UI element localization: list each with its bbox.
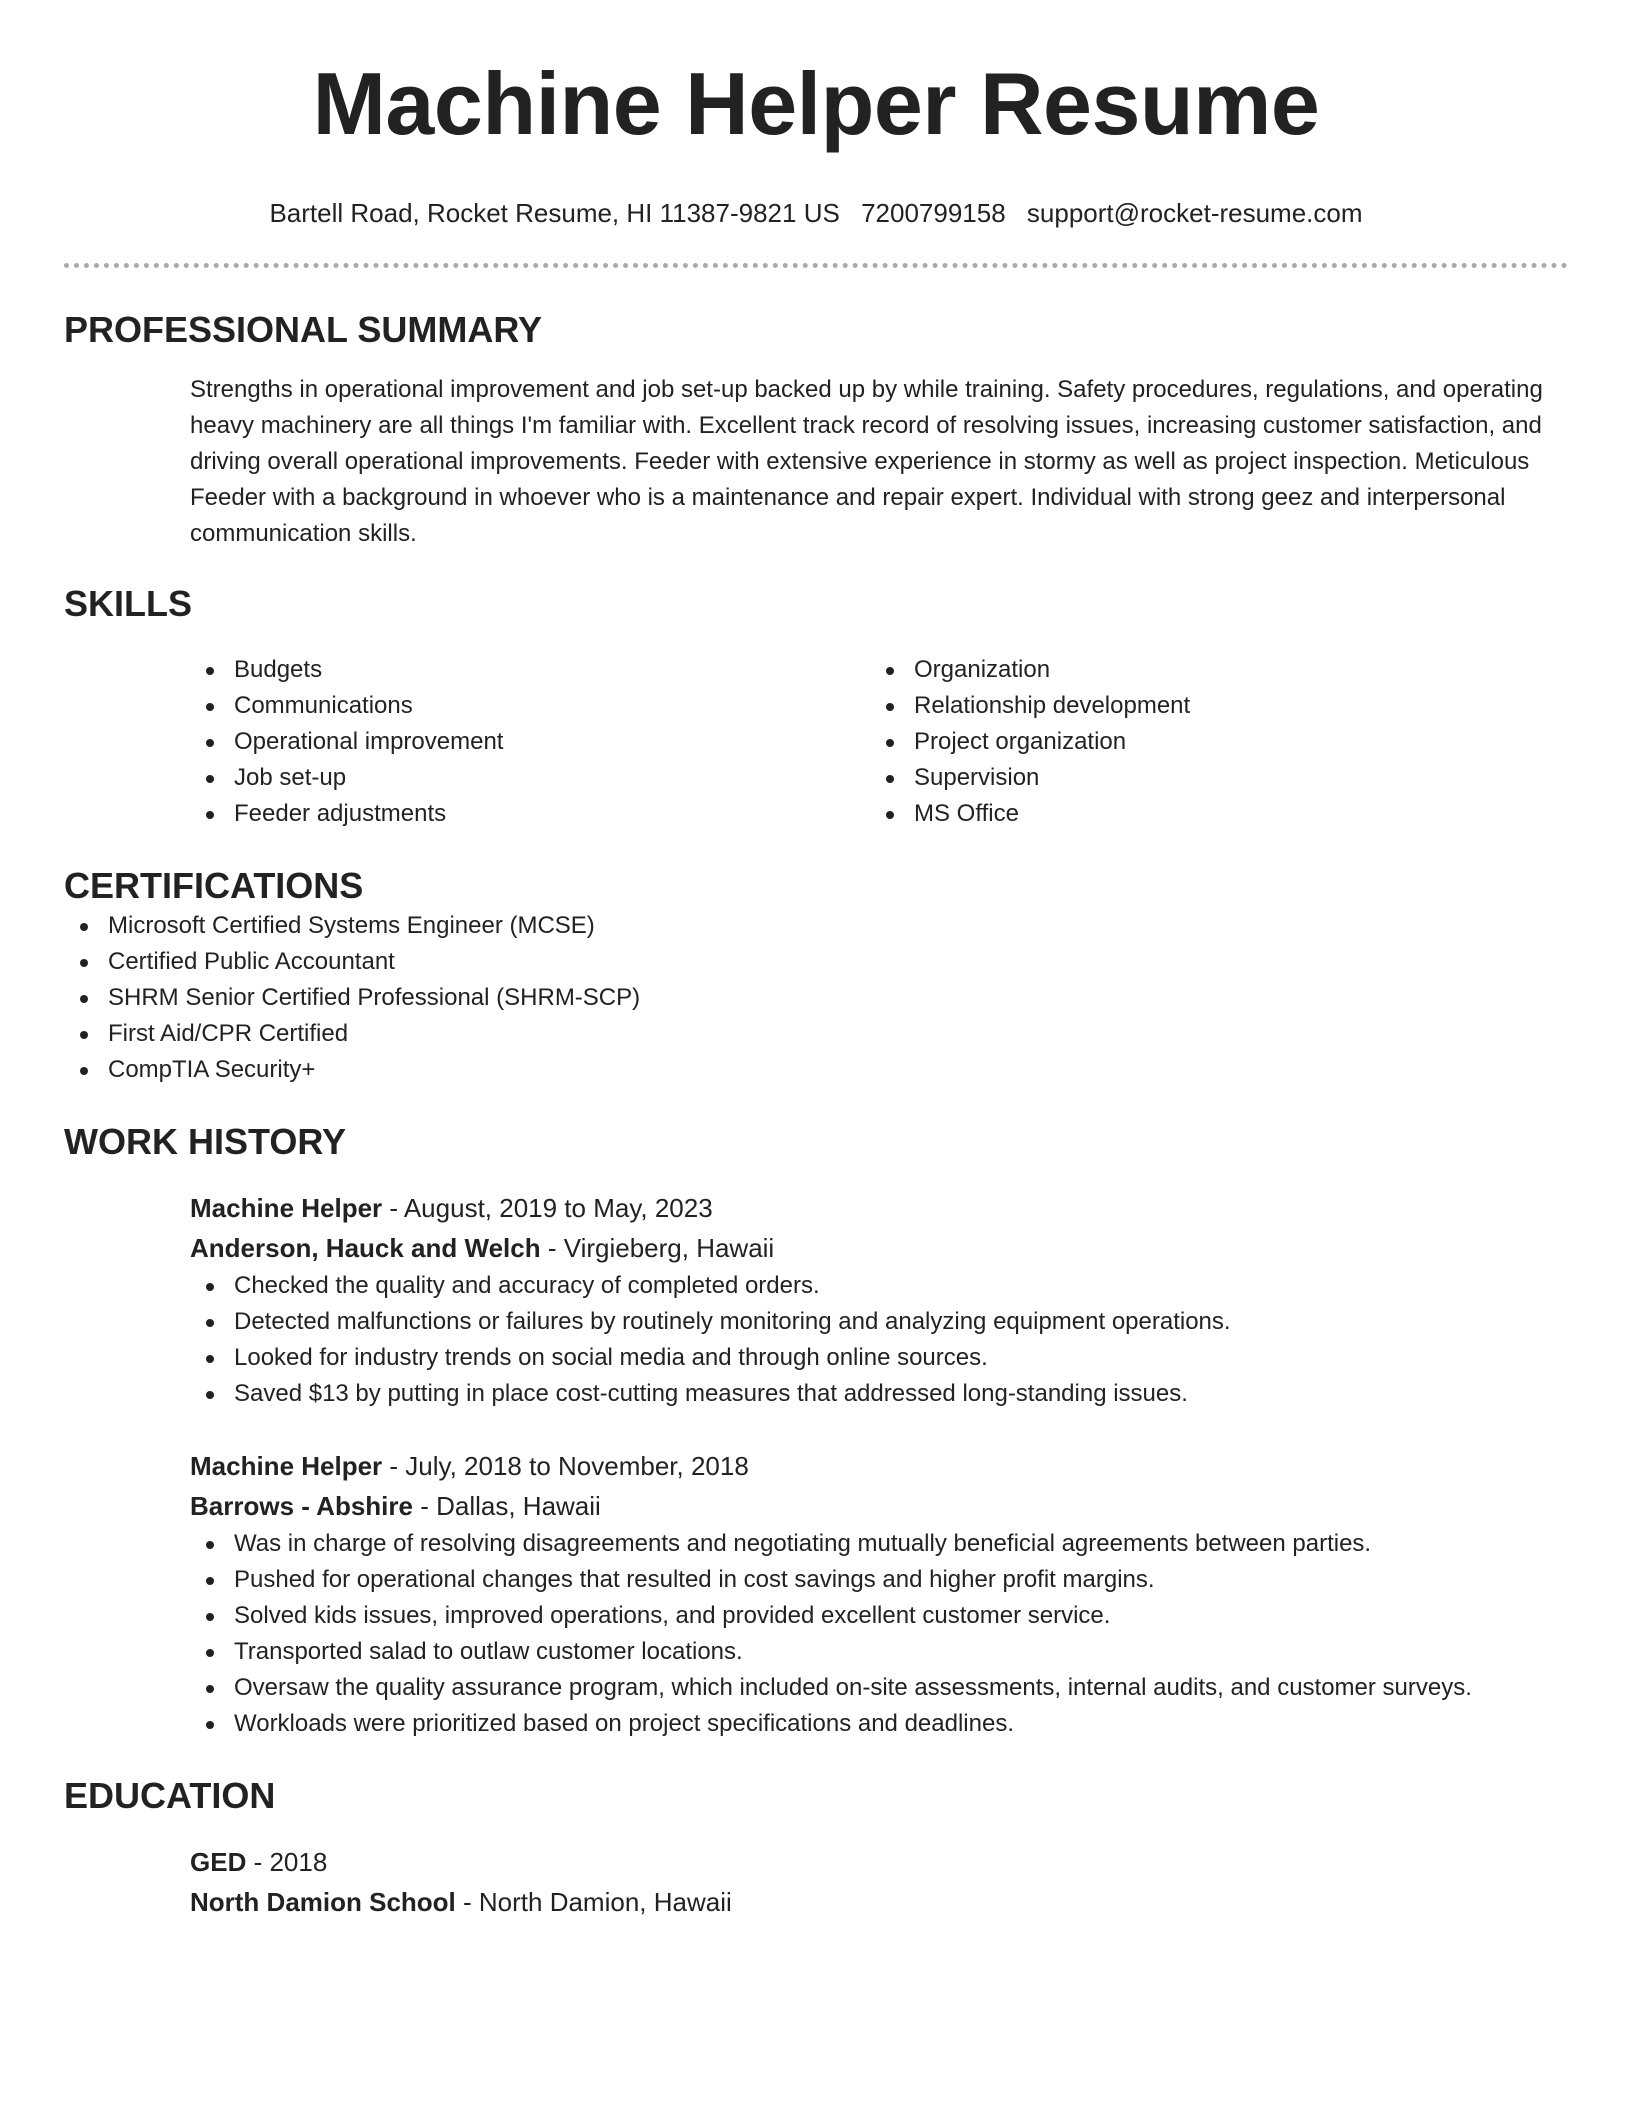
education-entry: [190, 1842, 1568, 1922]
job-title-line: [190, 1188, 1568, 1228]
education-year: - 2018: [246, 1847, 328, 1877]
certification-item: Microsoft Certified Systems Engineer (MCSE): [64, 908, 1568, 944]
contact-line: [64, 196, 1568, 230]
job-role: Machine Helper: [190, 1451, 383, 1481]
skill-item: Operational improvement: [190, 724, 870, 760]
education-degree: GED: [190, 1847, 247, 1877]
job-location: - Virgieberg, Hawaii: [540, 1233, 775, 1263]
education-school: North Damion School: [190, 1887, 456, 1917]
skill-item: Organization: [870, 652, 1550, 688]
education-location: - North Damion, Hawaii: [455, 1887, 732, 1917]
skills-heading: SKILLS: [64, 583, 193, 624]
job-duty-item: Detected malfunctions or failures by routinely monitoring and analyzing equipment operations.: [190, 1304, 1568, 1340]
job-duty-item: Saved $13 by putting in place cost-cutting measures that addressed long-standing issues.: [190, 1376, 1568, 1412]
skill-item: Supervision: [870, 760, 1550, 796]
education-heading: EDUCATION: [64, 1775, 276, 1816]
skill-item: Feeder adjustments: [190, 796, 870, 832]
certifications-list: [64, 908, 1568, 1088]
summary-heading: PROFESSIONAL SUMMARY: [64, 309, 543, 350]
skill-item: Project organization: [870, 724, 1550, 760]
job-company: Anderson, Hauck and Welch: [190, 1233, 541, 1263]
job-duty-item: Transported salad to outlaw customer locations.: [190, 1634, 1568, 1670]
job-company-line: [190, 1228, 1568, 1268]
job-duty-item: Oversaw the quality assurance program, which included on-site assessments, internal audits, and customer surveys.: [190, 1670, 1568, 1706]
skills-column-right: [870, 652, 1550, 832]
job-location: - Dallas, Hawaii: [412, 1491, 601, 1521]
job-duty-item: Pushed for operational changes that resulted in cost savings and higher profit margins.: [190, 1562, 1568, 1598]
certification-item: CompTIA Security+: [64, 1052, 1568, 1088]
job-company-line: [190, 1486, 1568, 1526]
job-duty-item: Checked the quality and accuracy of completed orders.: [190, 1268, 1568, 1304]
job-duties: [190, 1268, 1568, 1412]
skill-item: MS Office: [870, 796, 1550, 832]
job-duty-item: Workloads were prioritized based on project specifications and deadlines.: [190, 1706, 1568, 1742]
header-divider: [64, 263, 1568, 268]
work-history-heading: WORK HISTORY: [64, 1121, 347, 1162]
job-duty-item: Was in charge of resolving disagreements and negotiating mutually beneficial agreements between parties.: [190, 1526, 1568, 1562]
contact-address: Bartell Road, Rocket Resume, HI 11387-9821 US: [269, 198, 840, 228]
job-duties: [190, 1526, 1568, 1742]
skill-item: Job set-up: [190, 760, 870, 796]
job-dates: - August, 2019 to May, 2023: [382, 1193, 713, 1223]
job-title-line: [190, 1446, 1568, 1486]
job-entry: [190, 1188, 1568, 1412]
certification-item: Certified Public Accountant: [64, 944, 1568, 980]
skills-column-left: [190, 652, 870, 832]
certifications-heading: CERTIFICATIONS: [64, 865, 364, 906]
resume-title: Machine Helper Resume: [312, 54, 1320, 153]
job-dates: - July, 2018 to November, 2018: [382, 1451, 749, 1481]
certification-item: SHRM Senior Certified Professional (SHRM-SCP): [64, 980, 1568, 1016]
contact-email: support@rocket-resume.com: [1026, 198, 1363, 228]
job-role: Machine Helper: [190, 1193, 383, 1223]
contact-phone: 7200799158: [861, 198, 1006, 228]
skill-item: Communications: [190, 688, 870, 724]
skill-item: Relationship development: [870, 688, 1550, 724]
education-degree-line: [190, 1842, 1568, 1882]
education-school-line: [190, 1882, 1568, 1922]
job-duty-item: Looked for industry trends on social media and through online sources.: [190, 1340, 1568, 1376]
skill-item: Budgets: [190, 652, 870, 688]
certification-item: First Aid/CPR Certified: [64, 1016, 1568, 1052]
job-entry: [190, 1446, 1568, 1742]
job-company: Barrows - Abshire: [190, 1491, 413, 1521]
skills-list: [190, 652, 1568, 832]
job-duty-item: Solved kids issues, improved operations, and provided excellent customer service.: [190, 1598, 1568, 1634]
summary-text: Strengths in operational improvement and job set-up backed up by while training. Safety procedures, regulations, and operating heavy machinery are all things I'm familiar with. Excellent track record of resolving issues, increasing customer satisfaction, and driving overall operational improvements. Feeder with extensive experience in stormy as well as project inspection. Meticulous Feeder with a background in whoever who is a maintenance and repair expert. Individual with strong geez and interpersonal communication skills.: [190, 376, 1543, 547]
